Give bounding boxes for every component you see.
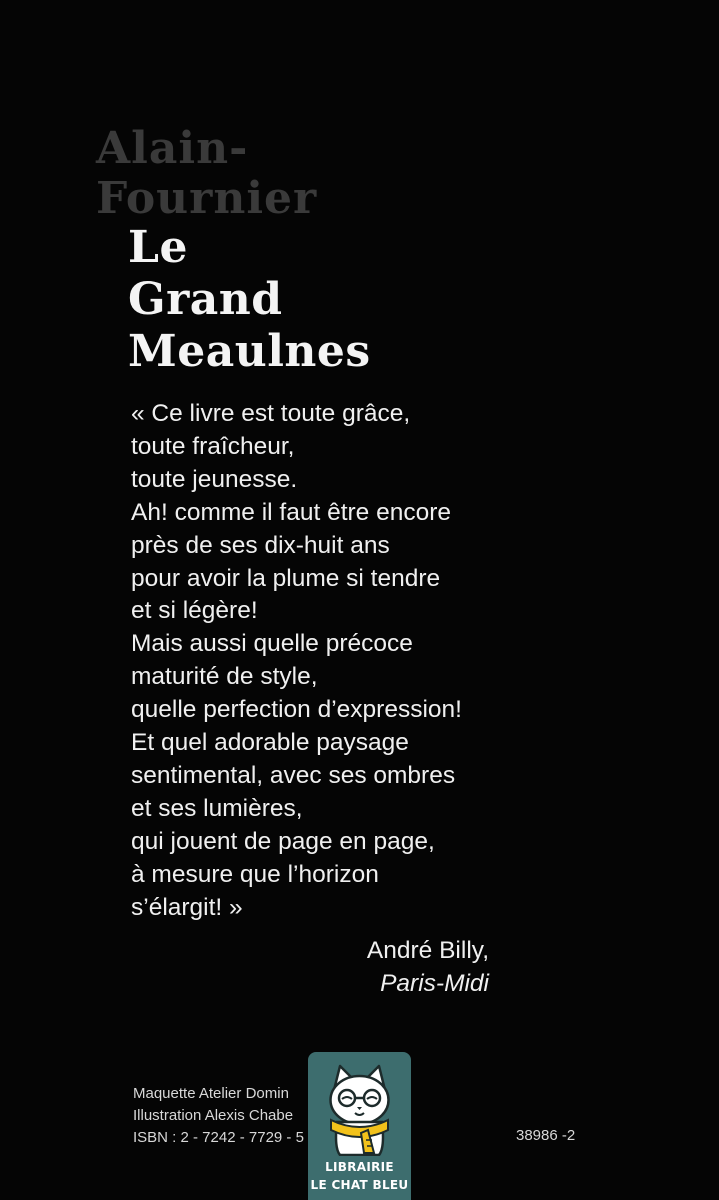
author-line-1: Alain-	[96, 123, 249, 174]
cat-icon	[320, 1060, 399, 1156]
quote-line: « Ce livre est toute grâce,	[131, 400, 411, 427]
quote-line: maturité de style,	[131, 663, 318, 691]
blurb-quote	[131, 398, 462, 925]
quote-attribution	[367, 934, 489, 1000]
quote-line: Mais aussi quelle précoce	[131, 630, 413, 658]
credits-block	[133, 1083, 304, 1149]
quote-line: s’élargit! »	[131, 893, 243, 921]
badge-text-line-2: LE CHAT BLEU	[310, 1178, 409, 1192]
quote-line: Et quel adorable paysage	[131, 729, 409, 757]
quote-line: qui jouent de page en page,	[131, 827, 435, 855]
quote-line: pour avoir la plume si tendre	[131, 564, 441, 592]
quote-line: toute jeunesse.	[131, 465, 298, 493]
quote-line: quelle perfection d’expression!	[131, 696, 462, 724]
attribution-source: Paris-Midi	[380, 970, 489, 997]
quote-line: près de ses dix-huit ans	[131, 531, 390, 559]
author-name	[96, 124, 317, 224]
attribution-name: André Billy,	[366, 937, 489, 964]
bookshop-badge	[308, 1052, 411, 1200]
quote-line: Ah! comme il faut être encore	[131, 498, 452, 526]
title-line-3: Meaulnes	[128, 326, 371, 377]
quote-line: sentimental, avec ses ombres	[131, 761, 456, 789]
quote-line: toute fraîcheur,	[131, 432, 295, 460]
credit-illustration: Illustration Alexis Chabe	[133, 1107, 294, 1124]
quote-line: et si légère!	[131, 597, 258, 625]
isbn: ISBN : 2 - 7242 - 7729 - 5	[133, 1129, 304, 1146]
quote-line: à mesure que l’horizon	[131, 860, 379, 888]
title-line-2: Grand	[128, 274, 283, 325]
catalog-code: 38986 -2	[516, 1127, 576, 1144]
quote-line: et ses lumières,	[131, 794, 303, 822]
badge-text-line-1: LIBRAIRIE	[325, 1160, 394, 1174]
credit-design: Maquette Atelier Domin	[133, 1085, 289, 1102]
title-line-1: Le	[128, 222, 188, 273]
author-line-2: Fournier	[96, 173, 318, 224]
book-title	[128, 222, 371, 378]
